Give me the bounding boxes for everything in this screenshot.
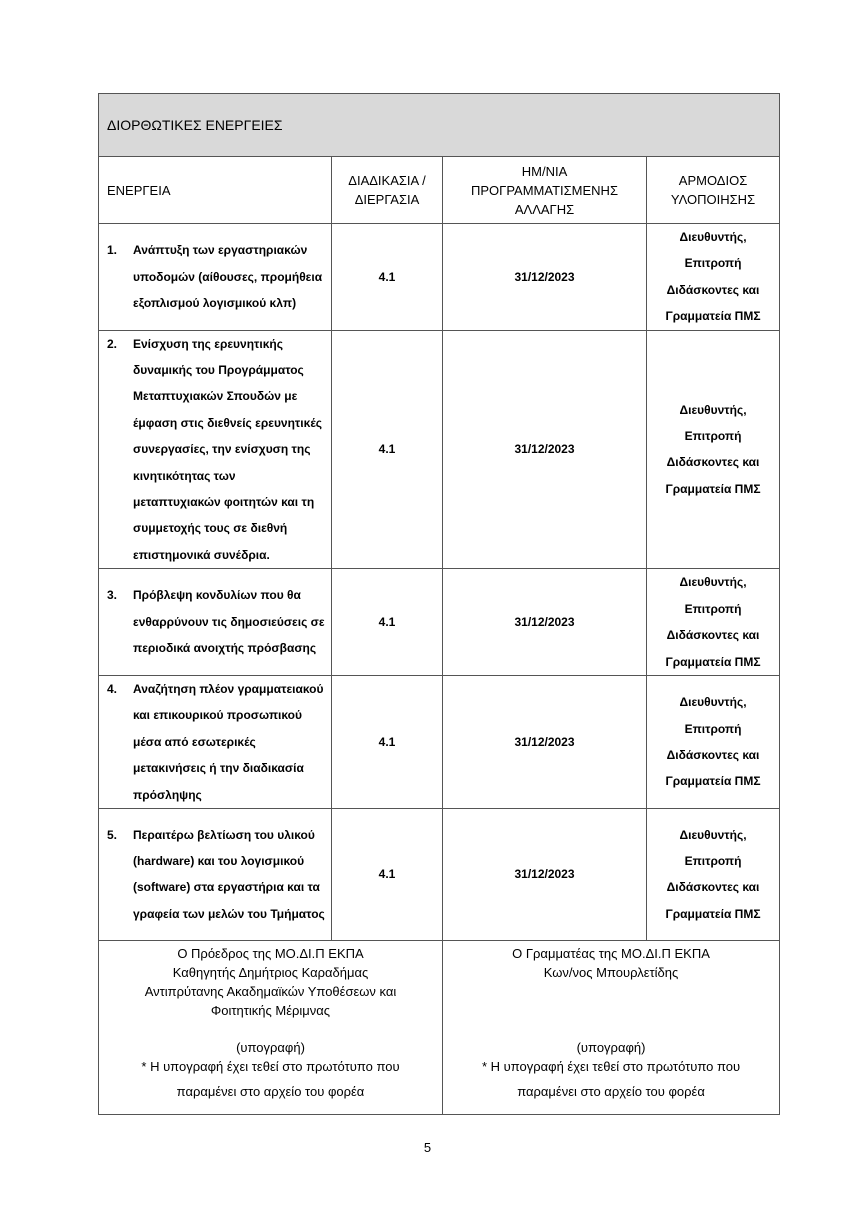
table-row <box>99 330 780 569</box>
action-cell <box>99 569 332 676</box>
signatory-role: Ο Γραμματέας της ΜΟ.ΔΙ.Π ΕΚΠΑ <box>512 945 710 961</box>
row-number: 3. <box>107 588 118 603</box>
table-row <box>99 569 780 676</box>
table-title: ΔΙΟΡΘΩΤΙΚΕΣ ΕΝΕΡΓΕΙΕΣ <box>99 94 780 157</box>
row-number: 4. <box>107 681 118 696</box>
signature-note: * Η υπογραφή έχει τεθεί στο πρωτότυπο που <box>141 1058 400 1074</box>
responsible-cell: Διευθυντής, Επιτροπή Διδάσκοντες και Γραμματεία ΠΜΣ <box>647 569 780 676</box>
signature-left <box>99 940 443 1114</box>
signature-archive-note: παραμένει στο αρχείο του φορέα <box>517 1083 705 1099</box>
process-cell: 4.1 <box>332 675 443 808</box>
process-cell: 4.1 <box>332 808 443 940</box>
page-number: 5 <box>423 1140 432 1155</box>
table-row <box>99 224 780 331</box>
process-cell: 4.1 <box>332 330 443 569</box>
table-row <box>99 808 780 940</box>
column-header-date: ΗΜ/ΝΙΑ ΠΡΟΓΡΑΜΜΑΤΙΣΜΕΝΗΣ ΑΛΛΑΓΗΣ <box>443 157 647 224</box>
signature-placeholder: (υπογραφή) <box>236 1039 305 1055</box>
corrective-actions-table <box>98 93 780 1115</box>
action-cell <box>99 330 332 569</box>
signature-right <box>443 940 780 1114</box>
column-header-action: ΕΝΕΡΓΕΙΑ <box>99 157 332 224</box>
signature-note: * Η υπογραφή έχει τεθεί στο πρωτότυπο που <box>481 1058 741 1074</box>
process-cell: 4.1 <box>332 569 443 676</box>
signatory-name: Καθηγητής Δημήτριος Καραδήμας <box>172 964 369 980</box>
table-row <box>99 675 780 808</box>
header-row <box>99 157 780 224</box>
action-cell <box>99 808 332 940</box>
action-text: Αναζήτηση πλέον γραμματειακού και επικουρικού προσωπικού μέσα από εσωτερικές μετακινήσεις ή την διαδικασία πρόσληψης <box>133 681 324 802</box>
action-text: Ανάπτυξη των εργαστηριακών υποδομών (αίθουσες, προμήθεια εξοπλισμού λογισμικού κλπ) <box>133 243 323 311</box>
date-cell: 31/12/2023 <box>443 569 647 676</box>
action-text: Ενίσχυση της ερευνητικής δυναμικής του Προγράμματος Μεταπτυχιακών Σπουδών με έμφαση στις διεθνείς ερευνητικές συνεργασίες, την ενίσχυση της κινητικότητας των μεταπτυχιακών φοιτητών και τη συμμετοχής τους σε διεθνή επιστημονικά συνέδρια. <box>133 336 322 562</box>
action-cell <box>99 224 332 331</box>
responsible-cell: Διευθυντής, Επιτροπή Διδάσκοντες και Γραμματεία ΠΜΣ <box>647 675 780 808</box>
row-number: 5. <box>107 827 118 842</box>
responsible-cell: Διευθυντής, Επιτροπή Διδάσκοντες και Γραμματεία ΠΜΣ <box>647 224 780 331</box>
action-text: Περαιτέρω βελτίωση του υλικού (hardware) και του λογισμικού (software) στα εργαστήρια και τα γραφεία των μελών του Τμήματος <box>133 827 325 921</box>
row-number: 1. <box>107 243 118 258</box>
date-cell: 31/12/2023 <box>443 330 647 569</box>
column-header-process: ΔΙΑΔΙΚΑΣΙΑ /ΔΙΕΡΓΑΣΙΑ <box>332 157 443 224</box>
date-cell: 31/12/2023 <box>443 808 647 940</box>
responsible-cell: Διευθυντής, Επιτροπή Διδάσκοντες και Γραμματεία ΠΜΣ <box>647 330 780 569</box>
process-cell: 4.1 <box>332 224 443 331</box>
date-cell: 31/12/2023 <box>443 224 647 331</box>
action-cell <box>99 675 332 808</box>
action-text: Πρόβλεψη κονδυλίων που θα ενθαρρύνουν τις δημοσιεύσεις σε περιοδικά ανοιχτής πρόσβασης <box>133 588 325 656</box>
signature-row <box>99 940 780 1114</box>
signatory-role: Ο Πρόεδρος της ΜΟ.ΔΙ.Π ΕΚΠΑ <box>177 945 364 961</box>
row-number: 2. <box>107 336 118 351</box>
column-header-responsible: ΑΡΜΟΔΙΟΣ ΥΛΟΠΟΙΗΣΗΣ <box>647 157 780 224</box>
signature-placeholder: (υπογραφή) <box>576 1039 646 1055</box>
signatory-name: Κων/νος Μπουρλετίδης <box>543 964 679 980</box>
responsible-cell: Διευθυντής, Επιτροπή Διδάσκοντες και Γραμματεία ΠΜΣ <box>647 808 780 940</box>
signatory-title: Αντιπρύτανης Ακαδημαϊκών Υποθέσεων και Φοιτητικής Μέριμνας <box>144 983 397 1018</box>
signature-archive-note: παραμένει στο αρχείο του φορέα <box>176 1083 365 1099</box>
date-cell: 31/12/2023 <box>443 675 647 808</box>
